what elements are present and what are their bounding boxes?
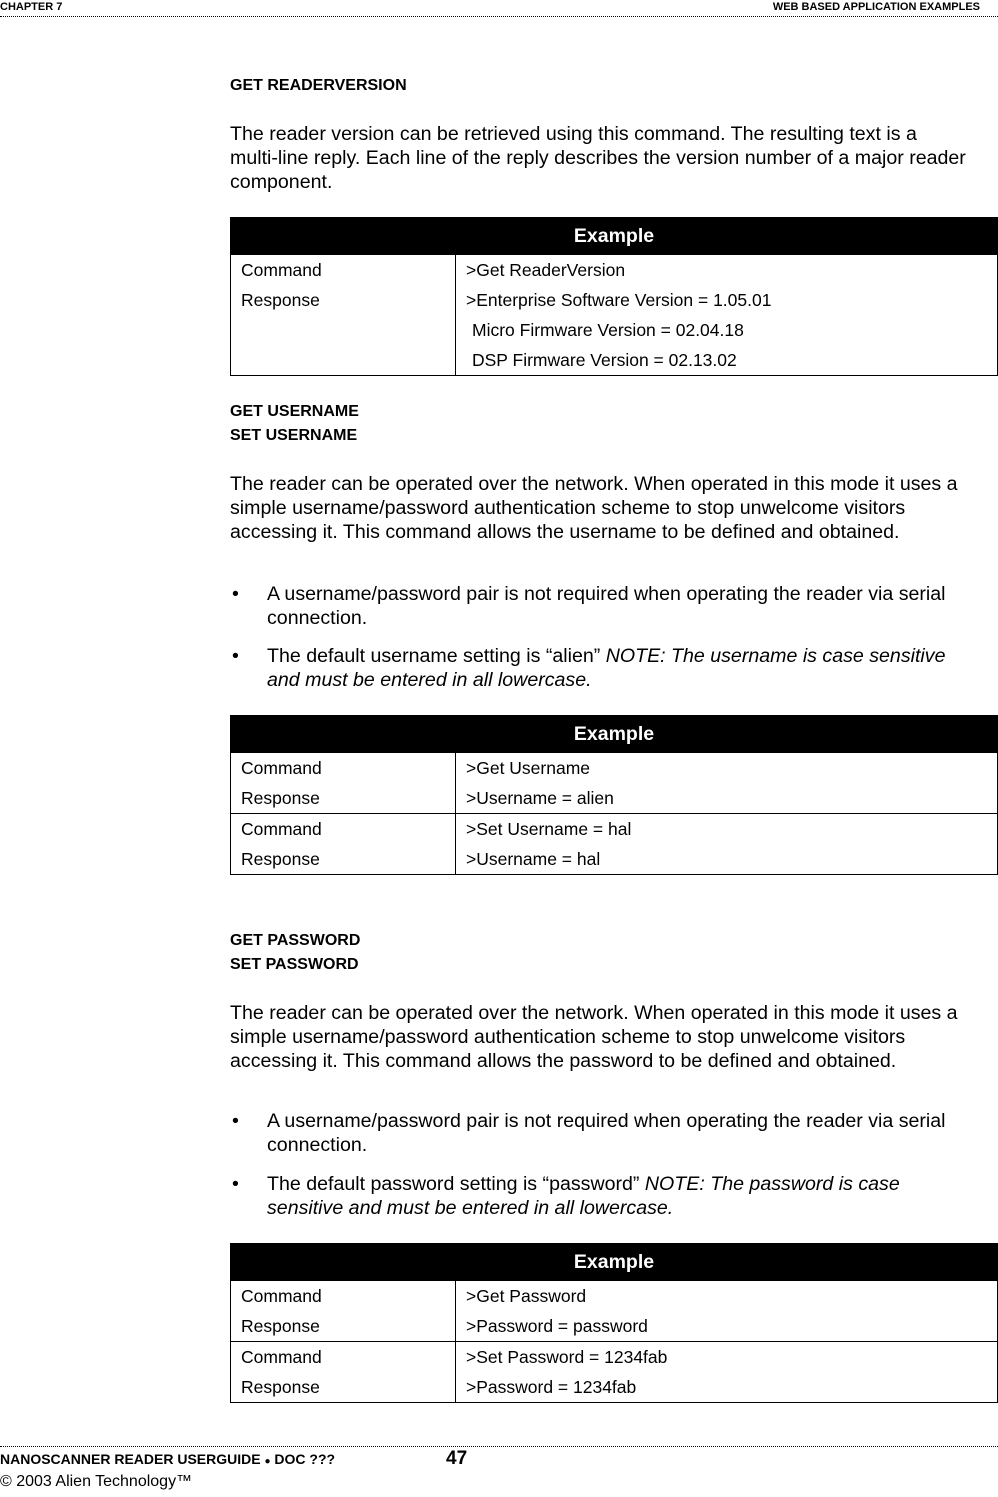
row-label: Response <box>231 285 456 315</box>
row-label: Response <box>231 844 456 875</box>
bullet-separator-icon: ● <box>264 1456 271 1467</box>
row-label: Command <box>231 814 456 845</box>
row-value: DSP Firmware Version = 02.13.02 <box>456 345 998 376</box>
password-example-table <box>230 1243 998 1403</box>
row-label <box>231 315 456 345</box>
row-value: >Get Password <box>456 1281 998 1312</box>
bullet-text: A username/password pair is not required when operating the reader via serial connection. <box>267 583 946 629</box>
bullet-icon: • <box>232 1110 239 1132</box>
row-value: >Username = hal <box>456 844 998 875</box>
row-label: Command <box>231 753 456 784</box>
bullet-text: The default username setting is “alien” <box>267 645 606 667</box>
footer-divider <box>0 1446 998 1447</box>
heading-get-username: GET USERNAME <box>230 403 359 420</box>
password-bullet-1 <box>230 1109 970 1157</box>
chapter-label: CHAPTER 7 <box>0 1 63 13</box>
bullet-note: NOTE: The username is case sensitive and must be entered in all lowercase. <box>267 645 946 691</box>
bullet-text: The default password setting is “password” <box>267 1173 645 1195</box>
row-value: Micro Firmware Version = 02.04.18 <box>456 315 998 345</box>
username-bullet-2 <box>230 644 970 692</box>
row-label: Command <box>231 1281 456 1312</box>
row-value: >Set Password = 1234fab <box>456 1342 998 1373</box>
heading-set-password: SET PASSWORD <box>230 956 359 973</box>
bullet-icon: • <box>232 1173 239 1195</box>
bullet-note: NOTE: The password is case sensitive and must be entered in all lowercase. <box>267 1173 900 1219</box>
heading-get-password: GET PASSWORD <box>230 932 361 949</box>
row-value: >Enterprise Software Version = 1.05.01 <box>456 285 998 315</box>
row-label <box>231 345 456 376</box>
row-value: >Password = password <box>456 1311 998 1342</box>
bullet-icon: • <box>232 645 239 667</box>
bullet-icon: • <box>232 583 239 605</box>
doc-number: DOC ??? <box>274 1451 336 1467</box>
example-title: Example <box>231 218 998 255</box>
username-description: The reader can be operated over the network. When operated in this mode it uses a simple username/password authentication scheme to stop unwelcome visitors accessing it. This command allows the username to be defined and obtained. <box>230 473 958 543</box>
row-label: Command <box>231 255 456 286</box>
example-title: Example <box>231 716 998 753</box>
row-value: >Set Username = hal <box>456 814 998 845</box>
username-bullet-1 <box>230 582 970 630</box>
footer-title <box>0 1451 335 1467</box>
row-label: Response <box>231 1311 456 1342</box>
readerversion-description: The reader version can be retrieved using this command. The resulting text is a multi-line reply. Each line of the reply describes the version number of a major reader component. <box>230 123 966 193</box>
row-value: >Get Username <box>456 753 998 784</box>
page-header <box>0 0 998 17</box>
password-bullet-2 <box>230 1172 970 1220</box>
password-description: The reader can be operated over the network. When operated in this mode it uses a simple username/password authentication scheme to stop unwelcome visitors accessing it. This command allows the password to be defined and obtained. <box>230 1002 958 1072</box>
readerversion-example-table <box>230 217 998 376</box>
heading-get-readerversion: GET READERVERSION <box>230 77 407 94</box>
username-example-table <box>230 715 998 875</box>
copyright: © 2003 Alien Technology™ <box>0 1473 193 1490</box>
row-value: >Username = alien <box>456 783 998 814</box>
guide-title: NANOSCANNER READER USERGUIDE <box>0 1451 261 1467</box>
heading-set-username: SET USERNAME <box>230 427 358 444</box>
row-value: >Password = 1234fab <box>456 1372 998 1403</box>
row-value: >Get ReaderVersion <box>456 255 998 286</box>
row-label: Command <box>231 1342 456 1373</box>
bullet-text: A username/password pair is not required when operating the reader via serial connection. <box>267 1110 946 1156</box>
row-label: Response <box>231 783 456 814</box>
example-title: Example <box>231 1244 998 1281</box>
page-number: 47 <box>446 1448 468 1469</box>
section-label: WEB BASED APPLICATION EXAMPLES <box>772 1 980 13</box>
row-label: Response <box>231 1372 456 1403</box>
